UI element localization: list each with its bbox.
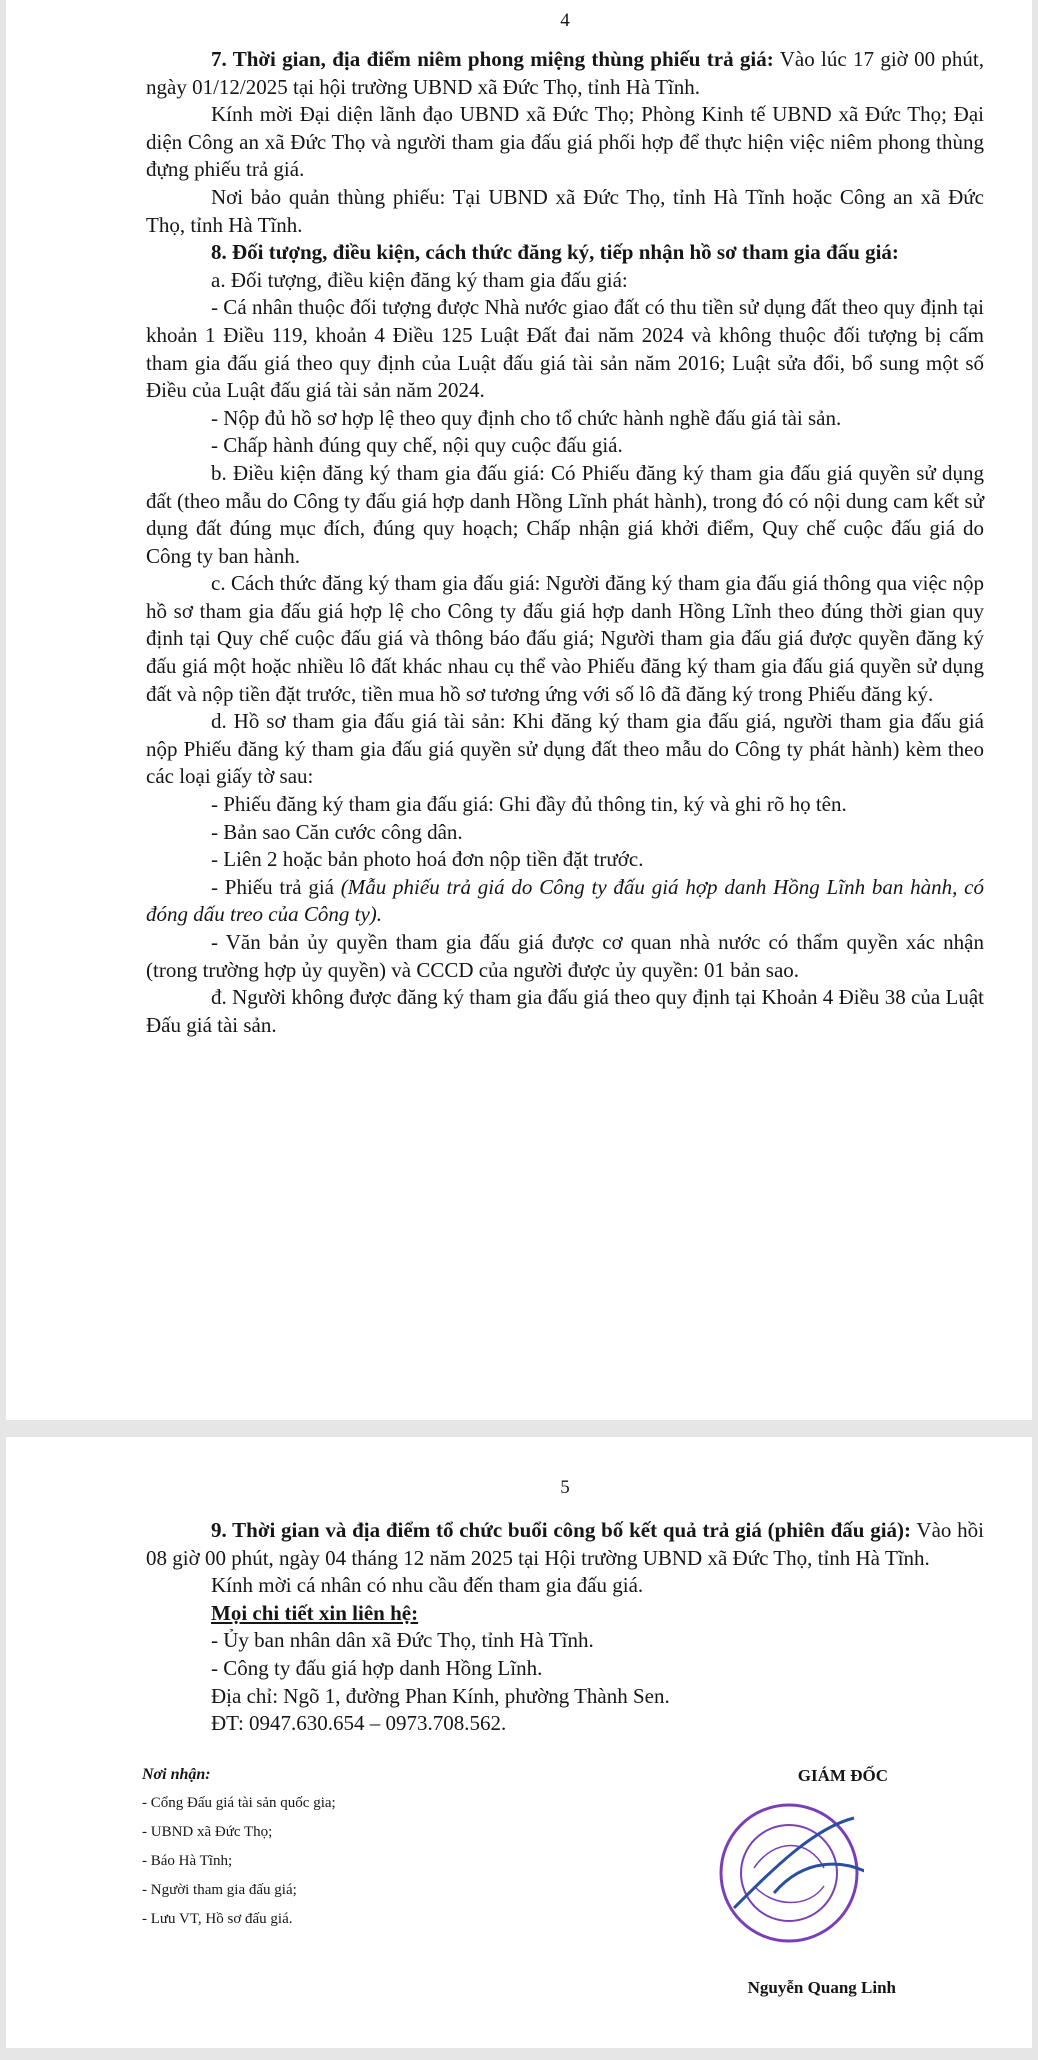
- page-number: 4: [560, 10, 570, 31]
- contact-item: - Công ty đấu giá hợp danh Hồng Lĩnh.: [211, 1655, 543, 1680]
- contact-block: [146, 1600, 984, 1628]
- document-page-4: [6, 0, 1032, 1420]
- contact-title: Mọi chi tiết xin liên hệ:: [211, 1600, 419, 1625]
- section-8d-item: - Bản sao Căn cước công dân.: [211, 819, 463, 844]
- recipient-item: - Lưu VT, Hồ sơ đấu giá.: [142, 1910, 293, 1927]
- section-8d-item: [146, 874, 984, 929]
- recipient-item: - Cổng Đấu giá tài sản quốc gia;: [142, 1794, 336, 1811]
- contact-phone: ĐT: 0947.630.654 – 0973.708.562.: [211, 1711, 507, 1736]
- recipients-block: [142, 1760, 336, 1934]
- section-7-invite: Kính mời Đại diện lãnh đạo UBND xã Đức Thọ; Phòng Kinh tế UBND xã Đức Thọ; Đại diện Công an xã Đức Thọ và người tham gia đấu giá phối hợp để thực hiện việc niêm phong thùng đựng phiếu trả giá.: [146, 102, 984, 182]
- section-9-text: Vào hồi 08 giờ 00 phút, ngày 04 tháng 12 năm 2025 tại Hội trường UBND xã Đức Thọ, tỉnh Hà Tĩnh.: [146, 1518, 984, 1570]
- bid-form-lead: - Phiếu trả giá: [211, 874, 341, 899]
- signer-name: Nguyễn Quang Linh: [747, 1977, 896, 1997]
- section-8a-item: - Cá nhân thuộc đối tượng được Nhà nước giao đất có thu tiền sử dụng đất theo quy định tại khoản 1 Điều 119, khoản 4 Điều 125 Luật Đất đai năm 2024 và không thuộc đối tượng bị cấm tham gia đấu giá theo quy định của Luật đấu giá tài sản năm 2016; Luật sửa đổi, bổ sung một số Điều của Luật đấu giá tài sản năm 2024.: [146, 295, 984, 403]
- section-9-title: 9. Thời gian và địa điểm tổ chức buổi công bố kết quả trả giá (phiên đấu giá):: [211, 1518, 912, 1542]
- section-8c: c. Cách thức đăng ký tham gia đấu giá: Người đăng ký tham gia đấu giá thông qua việc nộp hồ sơ tham gia đấu giá hợp lệ cho Công ty đấu giá hợp danh Hồng Lĩnh theo đúng thời gian quy định tại Quy chế cuộc đấu giá và thông báo đấu giá; Người tham gia đấu giá được quyền đăng ký đấu giá một hoặc nhiều lô đất khác nhau cụ thể vào Phiếu đăng ký tham gia đấu giá quyền sử dụng đất và nộp tiền đặt trước, tiền mua hồ sơ tương ứng với số lô đã đăng ký trong Phiếu đăng ký.: [146, 571, 984, 706]
- section-8d-item: - Văn bản ủy quyền tham gia đấu giá được cơ quan nhà nước có thẩm quyền xác nhận (trong trường hợp ủy quyền) và CCCD của người được ủy quyền: 01 bản sao.: [146, 930, 984, 982]
- recipient-item: - UBND xã Đức Thọ;: [142, 1823, 273, 1840]
- section-8a-heading: a. Đối tượng, điều kiện đăng ký tham gia đấu giá:: [211, 267, 628, 292]
- section-7: [146, 46, 984, 101]
- section-8d-item: - Liên 2 hoặc bản photo hoá đơn nộp tiền đặt trước.: [211, 847, 644, 872]
- stamp-inner-ring: [741, 1825, 837, 1921]
- section-7-storage: Nơi bảo quản thùng phiếu: Tại UBND xã Đức Thọ, tỉnh Hà Tĩnh hoặc Công an xã Đức Thọ, tỉnh Hà Tĩnh.: [146, 184, 984, 237]
- contact-item: - Ủy ban nhân dân xã Đức Thọ, tỉnh Hà Tĩnh.: [211, 1628, 594, 1653]
- stamp-text-line: [754, 1886, 824, 1903]
- section-8d-item: - Phiếu đăng ký tham gia đấu giá: Ghi đầy đủ thông tin, ký và ghi rõ họ tên.: [211, 792, 847, 817]
- section-8d: d. Hồ sơ tham gia đấu giá tài sản: Khi đăng ký tham gia đấu giá, người tham gia đấu giá nộp Phiếu đăng ký tham gia đấu giá quyền sử dụng đất theo mẫu do Công ty phát hành) kèm theo các loại giấy tờ sau:: [146, 709, 984, 789]
- section-7-title: 7. Thời gian, địa điểm niêm phong miệng thùng phiếu trả giá:: [211, 47, 774, 71]
- recipient-item: - Người tham gia đấu giá;: [142, 1881, 297, 1898]
- section-8dd: đ. Người không được đăng ký tham gia đấu giá theo quy định tại Khoản 4 Điều 38 của Luật Đấu giá tài sản.: [146, 985, 984, 1037]
- director-title: GIÁM ĐỐC: [797, 1765, 888, 1785]
- company-stamp-icon: [714, 1798, 864, 1948]
- section-9: [146, 1517, 984, 1572]
- document-page-5: [6, 1437, 1032, 2048]
- signature-area: [142, 1760, 984, 2060]
- section-8-title: 8. Đối tượng, điều kiện, cách thức đăng ký, tiếp nhận hồ sơ tham gia đấu giá:: [211, 240, 899, 265]
- page-number: 5: [560, 1477, 570, 1498]
- section-8a-item: - Chấp hành đúng quy chế, nội quy cuộc đấu giá.: [211, 433, 623, 458]
- invite-text: Kính mời cá nhân có nhu cầu đến tham gia đấu giá.: [211, 1573, 644, 1598]
- section-8b: b. Điều kiện đăng ký tham gia đấu giá: Có Phiếu đăng ký tham gia đấu giá quyền sử dụng đất (theo mẫu do Công ty đấu giá hợp danh Hồng Lĩnh phát hành), trong đó có nội dung cam kết sử dụng đất đúng mục đích, đúng quy hoạch; Chấp nhận giá khởi điểm, Quy chế cuộc đấu giá do Công ty ban hành.: [146, 460, 984, 568]
- section-7-text: Vào lúc 17 giờ 00 phút, ngày 01/12/2025 tại hội trường UBND xã Đức Thọ, tỉnh Hà Tĩnh.: [146, 47, 984, 99]
- section-8a-item: - Nộp đủ hồ sơ hợp lệ theo quy định cho tổ chức hành nghề đấu giá tài sản.: [211, 405, 842, 430]
- contact-address: Địa chỉ: Ngõ 1, đường Phan Kính, phường Thành Sen.: [211, 1683, 670, 1708]
- bid-form-note: (Mẫu phiếu trả giá do Công ty đấu giá hợp danh Hồng Lĩnh ban hành, có đóng dấu treo của Công ty).: [146, 874, 984, 927]
- recipients-title: Nơi nhận:: [142, 1765, 211, 1783]
- recipient-item: - Báo Hà Tĩnh;: [142, 1852, 233, 1869]
